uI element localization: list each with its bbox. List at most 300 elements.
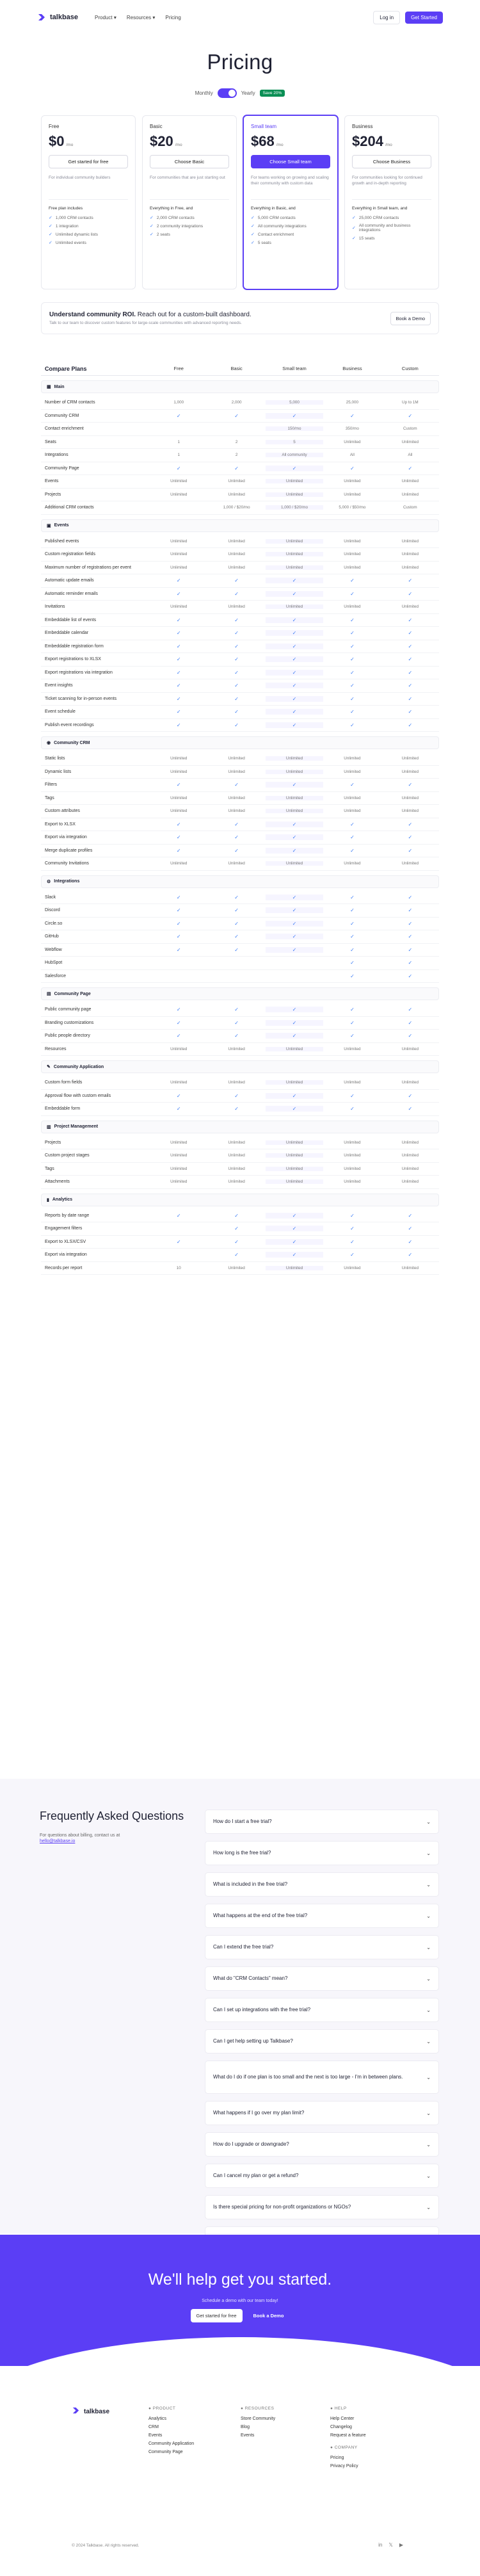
check-icon: ✓ (350, 1238, 355, 1245)
feature-value: Unlimited (228, 769, 245, 774)
footer-link[interactable]: Blog (241, 2425, 250, 2429)
check-icon: ✓ (251, 224, 255, 229)
check-icon: ✓ (234, 412, 239, 419)
feature-name: Published events (45, 539, 79, 544)
check-icon: ✓ (234, 590, 239, 597)
feature-value: Unlimited (344, 492, 361, 497)
check-icon: ✓ (251, 241, 255, 245)
plan-name: Small team (251, 124, 277, 129)
check-icon: ✓ (408, 722, 413, 728)
chevron-down-icon: ⌄ (426, 1975, 431, 1982)
compare-section-header: ▤ Community Page (41, 987, 439, 1000)
faq-title: Frequently Asked Questions (40, 1810, 184, 1822)
feature-value: Unlimited (170, 861, 188, 866)
plan-description: For communities looking for continued growth and in-depth reporting (352, 175, 422, 186)
check-icon: ✓ (176, 617, 181, 623)
check-icon: ✓ (266, 656, 323, 662)
feature-value: 350/mo (345, 426, 359, 432)
section-icon: ▤ (47, 992, 51, 996)
feature-name: Custom project stages (45, 1153, 90, 1158)
faq-question: Can I extend the free trial? (213, 1944, 274, 1950)
compare-row (41, 1236, 439, 1249)
feature-value: Unlimited (228, 565, 245, 570)
feature-value: Unlimited (344, 539, 361, 544)
feature-value: Unlimited (170, 1153, 188, 1158)
section-icon: ▮ (47, 1197, 49, 1203)
footer-link[interactable]: Privacy Policy (330, 2464, 358, 2468)
check-icon: ✓ (266, 921, 323, 927)
feature-value: Unlimited (344, 1166, 361, 1171)
feature-value: 1,000 / $20/mo (223, 505, 250, 510)
chevron-down-icon: ⌄ (426, 2141, 431, 2148)
check-icon: ✓ (176, 722, 181, 728)
feature-name: Embeddable list of events (45, 617, 97, 622)
check-icon: ✓ (408, 669, 413, 676)
cta-section (0, 2235, 480, 2366)
brand-logo[interactable] (37, 13, 78, 22)
check-icon: ✓ (251, 232, 255, 237)
footer-heading-help: ● HELP (330, 2406, 347, 2411)
feature-value: Unlimited (344, 756, 361, 761)
faq-question: Can I cancel my plan or get a refund? (213, 2173, 299, 2179)
compare-row (41, 462, 439, 476)
check-icon: ✓ (408, 1033, 413, 1039)
check-icon: ✓ (266, 822, 323, 827)
feature-name: Tags (45, 1166, 54, 1171)
feature-value: 1,000 / $20/mo (266, 505, 323, 510)
compare-row (41, 1030, 439, 1043)
plan-feature: ✓ 15 seats (352, 236, 375, 241)
feature-name: Projects (45, 492, 61, 497)
brand-name: talkbase (50, 13, 79, 21)
feature-name: Custom registration fields (45, 552, 95, 557)
faq-item[interactable] (205, 1841, 439, 1865)
faq-item[interactable] (205, 2061, 439, 2094)
check-icon: ✓ (408, 907, 413, 914)
compare-row (41, 501, 439, 515)
check-icon: ✓ (408, 960, 413, 966)
check-icon: ✓ (350, 1252, 355, 1258)
feature-value: Unlimited (266, 756, 323, 761)
feature-value: 1,000 (173, 400, 184, 405)
check-icon: ✓ (176, 920, 181, 927)
check-icon: ✓ (176, 1106, 181, 1112)
check-icon: ✓ (176, 695, 181, 702)
feature-name: Branding customizations (45, 1020, 94, 1025)
feature-value: Unlimited (401, 756, 419, 761)
feature-value: Unlimited (401, 795, 419, 800)
check-icon: ✓ (266, 466, 323, 471)
billing-toggle[interactable] (218, 88, 237, 98)
compare-row (41, 1003, 439, 1017)
plan-price: $68 /mo (251, 133, 284, 149)
feature-value: 1 (177, 453, 180, 458)
check-icon: ✓ (408, 1019, 413, 1026)
feature-name: Records per report (45, 1265, 83, 1270)
faq-question: What do I do if one plan is too small and the next is too large - I'm in between plans. (213, 2074, 403, 2080)
check-icon: ✓ (350, 695, 355, 702)
faq-question: Can I get help setting up Talkbase? (213, 2038, 293, 2045)
feature-value: Unlimited (170, 539, 188, 544)
faq-item[interactable] (205, 1810, 439, 1834)
check-icon: ✓ (408, 934, 413, 940)
feature-name: Export to XLSX/CSV (45, 1239, 86, 1244)
feature-name: Filters (45, 782, 58, 788)
feature-value: 2 (235, 439, 238, 444)
check-icon: ✓ (266, 834, 323, 840)
compare-row (41, 818, 439, 832)
check-icon: ✓ (234, 722, 239, 728)
feature-value: Unlimited (266, 539, 323, 544)
check-icon: ✓ (408, 1252, 413, 1258)
get-started-button[interactable]: Get Started (405, 12, 443, 24)
feature-name: Embeddable registration form (45, 644, 104, 649)
faq-question: What happens at the end of the free trial? (213, 1913, 308, 1919)
nav-link-pricing[interactable]: Pricing (165, 14, 181, 20)
faq-question: How do I start a free trial? (213, 1819, 272, 1825)
feature-value: Unlimited (344, 552, 361, 557)
chevron-down-icon: ⌄ (426, 1944, 431, 1950)
check-icon: ✓ (350, 590, 355, 597)
check-icon: ✓ (234, 1106, 239, 1112)
faq-item[interactable] (205, 2132, 439, 2157)
compare-row (41, 1176, 439, 1189)
footer-link[interactable]: Changelog (330, 2425, 352, 2429)
check-icon: ✓ (176, 630, 181, 636)
divider (352, 199, 431, 200)
faq-item[interactable] (205, 1872, 439, 1897)
check-icon: ✓ (350, 643, 355, 649)
compare-row (41, 1043, 439, 1057)
compare-row (41, 535, 439, 549)
check-icon: ✓ (350, 782, 355, 788)
feature-value: Unlimited (228, 1265, 245, 1270)
feature-value: Unlimited (228, 1179, 245, 1185)
check-icon: ✓ (408, 894, 413, 900)
footer-brand: talkbase (84, 2408, 110, 2415)
cta-get-started-button[interactable]: Get started for free (191, 2309, 243, 2322)
faq-email-link[interactable]: hello@talkbase.io (40, 1839, 76, 1844)
compare-row (41, 562, 439, 575)
compare-section-header: ✎ Community Application (41, 1060, 439, 1073)
check-icon: ✓ (408, 656, 413, 663)
check-icon: ✓ (266, 1239, 323, 1245)
feature-value: Unlimited (344, 809, 361, 814)
faq-item[interactable] (205, 2195, 439, 2219)
check-icon: ✓ (234, 683, 239, 689)
faq-item[interactable] (205, 2101, 439, 2125)
check-icon: ✓ (176, 782, 181, 788)
footer-link[interactable]: CRM (148, 2425, 159, 2429)
login-button[interactable]: Log in (373, 11, 400, 24)
feature-value: 150/mo (266, 426, 323, 431)
feature-value: Unlimited (266, 565, 323, 570)
check-icon: ✓ (234, 1092, 239, 1099)
chevron-down-icon: ⌄ (426, 2110, 431, 2116)
check-icon: ✓ (266, 617, 323, 623)
compare-row (41, 653, 439, 667)
footer-link[interactable]: Analytics (148, 2417, 167, 2421)
compare-row (41, 891, 439, 905)
compare-row (41, 719, 439, 733)
check-icon: ✓ (350, 960, 355, 966)
feature-value: Unlimited (401, 809, 419, 814)
check-icon: ✓ (408, 590, 413, 597)
check-icon: ✓ (408, 1226, 413, 1232)
feature-name: Export registrations via integration (45, 670, 113, 675)
feature-value: Unlimited (228, 492, 245, 497)
check-icon: ✓ (234, 617, 239, 623)
feature-value: Up to 1M (402, 400, 419, 405)
choose-plan-button[interactable]: Get started for free (49, 155, 128, 168)
billing-toggle-group (0, 88, 480, 98)
check-icon: ✓ (234, 630, 239, 636)
check-icon: ✓ (176, 1019, 181, 1026)
feature-value: Unlimited (344, 1046, 361, 1051)
check-icon: ✓ (350, 934, 355, 940)
feature-value: Unlimited (266, 796, 323, 800)
feature-value: 2 (235, 453, 238, 458)
choose-plan-button[interactable]: Choose Small team (251, 155, 330, 168)
check-icon: ✓ (176, 465, 181, 471)
section-icon: ▦ (47, 385, 51, 389)
check-icon: ✓ (150, 216, 154, 220)
check-icon: ✓ (234, 1226, 239, 1232)
check-icon: ✓ (350, 1007, 355, 1013)
compare-row (41, 930, 439, 944)
feature-value: Unlimited (401, 769, 419, 774)
check-icon: ✓ (266, 670, 323, 676)
chevron-down-icon: ⌄ (426, 2074, 431, 2080)
feature-name: Ticket scanning for in-person events (45, 696, 117, 701)
faq-item[interactable] (205, 1904, 439, 1928)
compare-row (41, 1163, 439, 1176)
social-links (378, 2542, 403, 2548)
check-icon: ✓ (408, 630, 413, 636)
feature-value: 10 (176, 1265, 181, 1270)
feature-value: All (408, 453, 413, 458)
plan-includes: Free plan includes (49, 206, 83, 211)
plan-feature: ✓ 2 community integrations (150, 223, 204, 229)
roi-banner (41, 302, 439, 334)
plan-card (142, 115, 237, 289)
divider (150, 199, 229, 200)
feature-value: Unlimited (228, 552, 245, 557)
footer-link[interactable]: Request a feature (330, 2433, 366, 2438)
feature-value: Unlimited (344, 769, 361, 774)
x-icon[interactable]: 𝕏 (388, 2542, 393, 2548)
chevron-down-icon: ⌄ (426, 2204, 431, 2210)
footer (0, 2382, 480, 2576)
check-icon: ✓ (234, 1007, 239, 1013)
plan-price: $0 /mo (49, 133, 74, 149)
check-icon: ✓ (350, 656, 355, 663)
plan-feature: ✓ All community and business integrations (352, 223, 411, 232)
compare-row (41, 396, 439, 410)
feature-value: Unlimited (344, 1080, 361, 1085)
footer-link[interactable]: Community Application (148, 2442, 195, 2446)
check-icon: ✓ (266, 848, 323, 854)
faq-item[interactable] (205, 1966, 439, 1991)
check-icon: ✓ (350, 1226, 355, 1232)
compare-row (41, 475, 439, 489)
check-icon: ✓ (350, 578, 355, 584)
check-icon: ✓ (350, 630, 355, 636)
faq-question: Is there special pricing for non-profit organizations or NGOs? (213, 2204, 351, 2210)
check-icon: ✓ (266, 907, 323, 913)
feature-value: Unlimited (401, 1080, 419, 1085)
compare-row (41, 1149, 439, 1163)
check-icon: ✓ (176, 894, 181, 900)
check-icon: ✓ (408, 946, 413, 953)
compare-row (41, 601, 439, 614)
feature-value: Unlimited (228, 539, 245, 544)
book-demo-button[interactable]: Book a Demo (390, 312, 431, 325)
check-icon: ✓ (266, 895, 323, 900)
feature-value: Unlimited (266, 1153, 323, 1158)
feature-name: Custom attributes (45, 809, 80, 814)
feature-name: Event schedule (45, 709, 76, 715)
compare-row (41, 1017, 439, 1030)
check-icon: ✓ (408, 412, 413, 419)
feature-value: Unlimited (228, 1140, 245, 1145)
footer-link[interactable]: Events (241, 2433, 255, 2438)
feature-value: Unlimited (401, 479, 419, 484)
linkedin-icon[interactable]: in (378, 2542, 383, 2548)
youtube-icon[interactable]: ▶ (399, 2542, 403, 2548)
check-icon: ✓ (266, 1020, 323, 1026)
feature-name: Event insights (45, 683, 73, 688)
check-icon: ✓ (49, 241, 52, 245)
plan-price: $20 /mo (150, 133, 182, 149)
faq-item[interactable] (205, 2164, 439, 2188)
compare-col-custom: Custom (401, 366, 419, 371)
check-icon: ✓ (176, 1092, 181, 1099)
faq-list (205, 1810, 439, 2258)
check-icon: ✓ (350, 465, 355, 471)
plan-price: $204 /mo (352, 133, 392, 149)
monthly-label: Monthly (195, 90, 213, 96)
footer-link[interactable]: Events (148, 2433, 163, 2438)
footer-link[interactable]: Community Page (148, 2450, 183, 2454)
plan-cards (41, 115, 439, 289)
footer-link[interactable]: Store Community (241, 2417, 276, 2421)
check-icon: ✓ (234, 669, 239, 676)
feature-value: Unlimited (266, 1179, 323, 1184)
nav-actions (373, 11, 443, 24)
check-icon: ✓ (234, 894, 239, 900)
compare-row (41, 640, 439, 654)
compare-row (41, 667, 439, 680)
feature-name: Community Invitations (45, 861, 89, 866)
check-icon: ✓ (266, 1093, 323, 1099)
compare-row (41, 1137, 439, 1150)
plan-includes: Everything in Basic, and (251, 206, 296, 211)
footer-link[interactable]: Help Center (330, 2417, 355, 2421)
compare-header (41, 362, 439, 376)
check-icon: ✓ (350, 709, 355, 715)
footer-logo[interactable] (72, 2406, 109, 2417)
choose-plan-button[interactable]: Choose Basic (150, 155, 229, 168)
nav-link-resources[interactable]: Resources ▾ (126, 14, 156, 20)
cta-book-demo-button[interactable]: Book a Demo (253, 2313, 284, 2319)
feature-value: Unlimited (401, 604, 419, 610)
feature-value: Unlimited (170, 1046, 188, 1051)
feature-value: Unlimited (170, 552, 188, 557)
check-icon: ✓ (234, 847, 239, 854)
chevron-down-icon: ⌄ (426, 1819, 431, 1825)
compare-row (41, 1076, 439, 1090)
feature-value: Unlimited (266, 552, 323, 556)
feature-name: Automatic reminder emails (45, 591, 98, 596)
nav-link-product[interactable]: Product ▾ (95, 14, 116, 20)
feature-value: Unlimited (266, 492, 323, 497)
check-icon: ✓ (350, 1033, 355, 1039)
feature-value: Unlimited (170, 1166, 188, 1171)
feature-value: Unlimited (344, 1265, 361, 1270)
footer-col-resources (241, 2406, 275, 2442)
check-icon: ✓ (176, 656, 181, 663)
check-icon: ✓ (266, 1226, 323, 1231)
plan-feature: ✓ 1,000 CRM contacts (49, 215, 93, 220)
check-icon: ✓ (408, 920, 413, 927)
feature-name: Contact enrichment (45, 426, 84, 432)
feature-name: Custom form fields (45, 1080, 83, 1085)
feature-name: Resources (45, 1046, 67, 1051)
check-icon: ✓ (266, 1033, 323, 1039)
faq-intro (40, 1810, 193, 1845)
feature-value: Unlimited (170, 604, 188, 610)
faq-item[interactable] (205, 1935, 439, 1959)
faq-question: What happens if I go over my plan limit? (213, 2110, 305, 2116)
compare-row (41, 436, 439, 450)
compare-row (41, 706, 439, 719)
compare-section-header: ▥ Project Management (41, 1121, 439, 1133)
faq-item[interactable] (205, 2029, 439, 2054)
feature-value: Unlimited (401, 1166, 419, 1171)
compare-row (41, 904, 439, 918)
check-icon: ✓ (408, 821, 413, 827)
feature-name: Integrations (45, 453, 68, 458)
check-icon: ✓ (350, 1092, 355, 1099)
footer-link[interactable]: Pricing (330, 2456, 344, 2460)
feature-value: Unlimited (170, 756, 188, 761)
compare-row (41, 423, 439, 436)
compare-row (41, 693, 439, 706)
feature-name: Publish event recordings (45, 722, 94, 727)
faq-question: What is included in the free trial? (213, 1881, 288, 1888)
feature-name: Export via integration (45, 835, 87, 840)
plan-description: For teams working on growing and scaling their community with custom data (251, 175, 329, 186)
check-icon: ✓ (408, 834, 413, 841)
compare-row (41, 588, 439, 601)
feature-value: Unlimited (170, 809, 188, 814)
feature-value: Unlimited (401, 565, 419, 570)
check-icon: ✓ (234, 643, 239, 649)
check-icon: ✓ (176, 412, 181, 419)
plan-name: Business (352, 124, 373, 129)
section-icon: ✎ (47, 1065, 51, 1069)
faq-item[interactable] (205, 1998, 439, 2022)
feature-value: Unlimited (266, 479, 323, 483)
feature-value: Unlimited (266, 1047, 323, 1051)
feature-value: Custom (403, 505, 417, 510)
feature-name: Approval flow with custom emails (45, 1093, 111, 1098)
choose-plan-button[interactable]: Choose Business (352, 155, 431, 168)
roi-title: Understand community ROI. Reach out for a custom-built dashboard. (49, 311, 252, 318)
feature-value: Unlimited (228, 604, 245, 610)
compare-body (41, 380, 439, 1275)
